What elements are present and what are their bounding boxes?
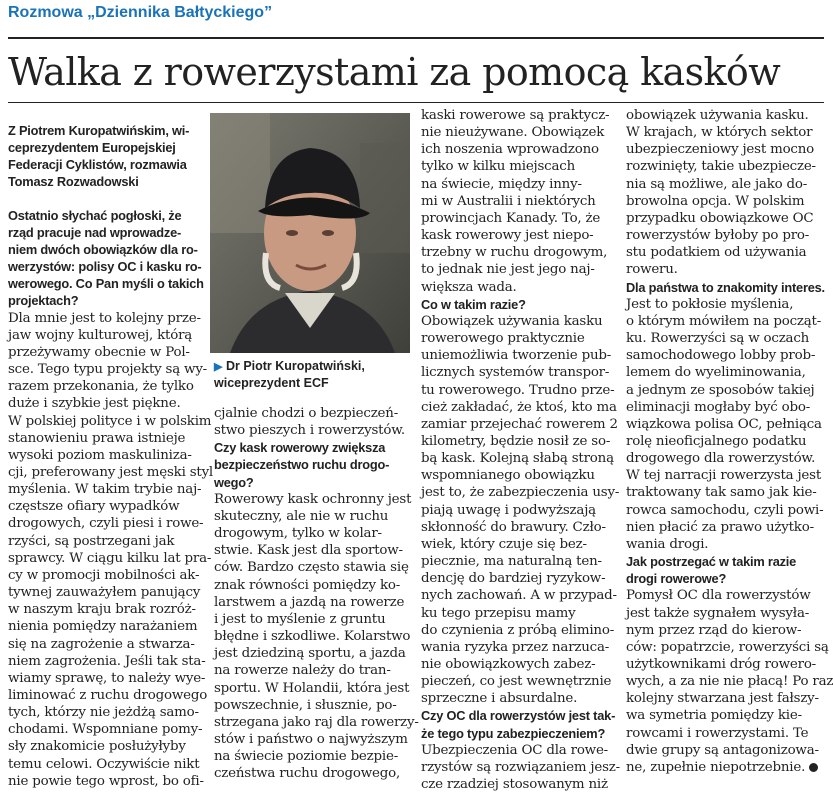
text-line: piają uwagę i podwyższają xyxy=(421,502,596,518)
text-line: ców: popatrzcie, rowerzyści są xyxy=(626,639,829,655)
text-line: sły znakomicie posłużyłyby xyxy=(8,739,186,755)
text-line: Jest to pokłosie myślenia, xyxy=(626,296,794,312)
caption-arrow-icon: ▶ xyxy=(214,361,223,373)
text-line: stwo pieszych i rowerzystów. xyxy=(214,423,405,439)
text-line: ku tego przepisu mamy xyxy=(421,605,576,621)
text-line: a jednym ze sposobów takiej xyxy=(626,382,815,398)
text-line: samochodowego lobby prob- xyxy=(626,348,816,364)
question-1 xyxy=(8,207,203,310)
text-line: w naszym kraju brak rozróż- xyxy=(8,602,196,618)
headline: Walka z rowerzystami za pomocą kasków xyxy=(8,50,781,94)
answer-4-continued xyxy=(626,107,826,279)
text-line: nie powie tego wprost, bo ofi- xyxy=(8,773,204,789)
text-line: cy w promocji mobilności ak- xyxy=(8,567,200,583)
text-line: drogowego dla rowerzystów. xyxy=(626,451,816,467)
text-line: stu podatkiem od używania xyxy=(626,245,807,261)
text-line: duże i szybkie jest piękne. xyxy=(8,396,181,412)
text-line: powszechnie, i słusznie, po- xyxy=(214,697,397,713)
text-line: kolejny stwarzana jest fałszy- xyxy=(626,691,819,707)
text-line: przeżywamy obecnie w Pol- xyxy=(8,344,190,360)
text-line: temu celowi. Oczywiście nikt xyxy=(8,756,200,772)
text-line: ceprezydentem Europejskiej xyxy=(8,140,176,156)
end-of-article-icon xyxy=(809,763,818,772)
text-line: o którym mówiłem na począt- xyxy=(626,313,822,329)
text-line: piecznie, ma naturalną ten- xyxy=(421,554,602,570)
text-line: cjalnie chodzi o bezpieczeń- xyxy=(214,406,399,421)
text-line: wspomnianego obowiązku xyxy=(421,468,595,484)
text-line: drogowych, czyli piesi i rowe- xyxy=(8,516,204,532)
text-line: roweru. xyxy=(626,262,678,278)
text-line: Co w takim razie? xyxy=(421,296,526,312)
text-line: W krajach, w których sektor xyxy=(626,125,813,141)
text-line: wysoki poziom maskuliniza- xyxy=(8,447,192,463)
text-line: rząd pracuje nad wprowadze- xyxy=(8,224,182,240)
text-line: nienia pomiędzy narażaniem xyxy=(8,619,198,635)
text-line: sprawcy. W ciągu kilku lat pra- xyxy=(8,550,212,566)
text-line: Ostatnio słychać pogłoski, że xyxy=(8,207,182,223)
text-line: mi w Australii i niektórych xyxy=(421,193,596,209)
answer-1 xyxy=(8,310,214,790)
text-line: bezpieczeństwo ruchu drogo- xyxy=(214,457,390,473)
headline-rule xyxy=(8,102,824,103)
portrait-illustration xyxy=(210,113,410,353)
text-line: cze rzadziej stosowanym niż xyxy=(421,777,608,793)
text-line: drogi rowerowe? xyxy=(626,571,727,587)
text-line: sprzeczne i absurdalne. xyxy=(421,691,578,707)
text-line: częstsze ofiary wypadków xyxy=(8,499,180,515)
text-line: wych, a za nie nie płacą! Po raz xyxy=(626,674,833,690)
text-line: ców. Bardzo często stawia się xyxy=(214,560,409,576)
text-line: Rowerowy kask ochronny jest xyxy=(214,491,412,507)
column-3 xyxy=(421,107,620,793)
text-line: rowca samochodu, czyli powi- xyxy=(626,502,824,518)
text-line: na rowerze należy do tran- xyxy=(214,663,391,679)
text-line: przypadku obowiązkowe OC xyxy=(626,210,814,226)
section-kicker: Rozmowa „Dziennika Bałtyckiego” xyxy=(8,4,273,21)
text-line: ich noszenia wprowadzono xyxy=(421,142,599,158)
text-line: wiązkowa polisa OC, pełniąca xyxy=(626,416,822,432)
text-line: nie nieużywane. Obowiązek xyxy=(421,125,605,141)
top-rule xyxy=(8,37,824,39)
text-line: tylko w kilku miejscach xyxy=(421,159,575,175)
text-line: wania ryzyka przez narzuca- xyxy=(421,639,610,655)
text-line: czeństwa ruchu drogowego, xyxy=(214,766,401,782)
text-line: na świecie, między inny- xyxy=(421,176,582,192)
text-line: Dla mnie jest to kolejny prze- xyxy=(8,310,201,326)
text-line: liminować z ruchu drogowego xyxy=(8,688,208,703)
text-line: razem przekonania, że tylko xyxy=(8,379,194,395)
question-3 xyxy=(421,296,617,313)
text-line: drogowym, tylko w kolar- xyxy=(214,526,382,542)
text-line: uniemożliwia tworzenie pub- xyxy=(421,348,612,364)
text-line: nien płacić za prawo użytko- xyxy=(626,519,814,535)
text-line: wego? xyxy=(214,474,254,490)
text-line: niem dwóch obowiązków dla ro- xyxy=(8,241,198,257)
text-line: jest dziedziną sportu, a jazda xyxy=(214,646,406,662)
text-line: Tomasz Rozwadowski xyxy=(8,174,139,190)
text-line: lemem do wyeliminowania, xyxy=(626,365,806,381)
answer-2 xyxy=(214,491,419,783)
text-line: chodami. Wspomniane pomy- xyxy=(8,722,203,738)
text-line: zamiar przejechać rowerem 2 xyxy=(421,416,618,432)
text-line: stów i państwo o najwyższym xyxy=(214,731,408,747)
caption-line-2: wiceprezydent ECF xyxy=(214,376,329,390)
text-line: to jednak nie jest jego naj- xyxy=(421,262,595,278)
text-line: dwie grupy są antagonizowa- xyxy=(626,742,819,758)
text-line: ne, zupełnie niepotrzebnie. xyxy=(626,759,826,776)
intro-byline xyxy=(8,122,203,191)
answer-2-continued xyxy=(421,107,617,296)
text-line: nie obowiązkowych zabez- xyxy=(421,657,596,672)
text-line: wiamy sprawę, to należy wye- xyxy=(8,670,206,686)
text-line: wiek, który czuje się bez- xyxy=(421,536,587,552)
portrait-photo xyxy=(210,113,410,353)
text-line: większa wada. xyxy=(421,279,517,295)
text-line: nych zachowań. A w przypad- xyxy=(421,588,617,604)
text-line: jest to, że zabezpieczenia usy- xyxy=(421,485,620,501)
text-line: Czy OC dla rowerzystów jest tak- xyxy=(421,708,616,724)
text-line: rzystów są rozwiązaniem jesz- xyxy=(421,759,620,775)
text-line: traktowany tak samo jak kie- xyxy=(626,485,817,501)
text-line: projektach? xyxy=(8,293,79,309)
text-line: jaw wojny kulturowej, którą xyxy=(8,327,193,343)
text-line: licznych systemów transpor- xyxy=(421,365,610,381)
text-line: Dla państwa to znakomity interes. xyxy=(626,279,825,295)
text-line: niem zagrożenia. Jeśli tak sta- xyxy=(8,653,206,669)
text-line: bą kask. Kolejną słabą stroną xyxy=(421,451,614,467)
text-line: Z Piotrem Kuropatwińskim, wi- xyxy=(8,123,190,138)
text-line: ubezpieczeniowy jest mocno xyxy=(626,142,815,158)
text-line: cież zakładać, że ktoś, kto ma xyxy=(421,399,617,415)
text-line: sportu. W Holandii, która jest xyxy=(214,680,410,696)
text-line: prowincjach Kanady. To, że xyxy=(421,210,601,226)
text-line: nia są możliwe, ale jako do- xyxy=(626,176,808,192)
text-line: browolna opcja. W polskim xyxy=(626,193,805,209)
photo-caption xyxy=(214,358,365,391)
text-line: do czynienia z próbą elimino- xyxy=(421,622,615,638)
text-line: znak równości pomiędzy ko- xyxy=(214,577,401,593)
text-line: strzegana jako raj dla rowerzy- xyxy=(214,714,419,730)
text-line: się na zagrożenie a stwarza- xyxy=(8,636,195,652)
text-line: Pomysł OC dla rowerzystów xyxy=(626,588,811,604)
text-line: kilometry, będzie nosił ze so- xyxy=(421,433,611,449)
text-line: rowerowego praktycznie xyxy=(421,331,585,347)
text-line: stanowieniu prawa istnieje xyxy=(8,430,186,446)
text-line: obowiązek używania kasku. xyxy=(626,108,809,123)
caption-line-1: Dr Piotr Kuropatwiński, xyxy=(225,359,365,373)
text-line: użytkownikami dróg rowero- xyxy=(626,657,817,672)
text-line: dencję do bardziej ryzykow- xyxy=(421,571,606,587)
answer-6 xyxy=(626,587,833,776)
text-line: wania drogi. xyxy=(626,536,709,552)
text-line: W tej narracji rowerzysta jest xyxy=(626,468,822,484)
answer-3 xyxy=(421,313,620,708)
column-4 xyxy=(626,107,833,776)
text-line: Jak postrzegać w takim razie xyxy=(626,554,797,570)
text-line: kask rowerowy jest niepo- xyxy=(421,228,594,244)
text-line: cji, preferowany jest męski styl xyxy=(8,464,214,480)
text-line: jest także sygnałem wysyła- xyxy=(626,605,810,621)
answer-4 xyxy=(421,742,620,793)
text-line: tu rowerowego. Trudno prze- xyxy=(421,382,615,398)
text-line: rolę nieoficjalnego podatku xyxy=(626,433,807,449)
text-line: eliminacji mogłaby być obo- xyxy=(626,399,811,415)
text-line: W polskiej polityce i w polskim xyxy=(8,413,212,429)
text-line: stwie. Kask jest dla sportow- xyxy=(214,543,403,559)
text-line: Federacji Cyklistów, rozmawia xyxy=(8,157,187,173)
text-line: i jest to myślenie z gruntu xyxy=(214,611,386,627)
text-line: trzebny w ruchu drogowym, xyxy=(421,245,608,261)
question-5 xyxy=(626,279,826,296)
answer-1-continued xyxy=(214,405,410,439)
text-line: rowcami i rowerzystami. Te xyxy=(626,725,809,741)
question-4 xyxy=(421,707,617,741)
text-line: werowego. Co Pan myśli o takich xyxy=(8,276,204,292)
text-line: werzystów: polisy OC i kasku ro- xyxy=(8,259,202,275)
text-line: rzyści, są postrzegani jak xyxy=(8,533,175,549)
text-line: ku. Rowerzyści są w oczach xyxy=(626,331,810,347)
text-line: wa symetria pomiędzy kie- xyxy=(626,708,802,724)
text-line: larstwem a jazdą na rowerze xyxy=(214,594,405,610)
text-line: że tego typu zabezpieczeniem? xyxy=(421,725,606,741)
text-line: Ubezpieczenia OC dla rowe- xyxy=(421,742,608,758)
column-1 xyxy=(8,122,214,790)
text-line: skłonność do brawury. Czło- xyxy=(421,519,606,535)
text-line: nym przez rząd do kierow- xyxy=(626,622,802,638)
text-line: sce. Tego typu projekty są wy- xyxy=(8,362,208,378)
text-line: błędne i szkodliwe. Kolarstwo xyxy=(214,629,411,645)
text-line: kaski rowerowe są praktycz- xyxy=(421,108,610,123)
column-2 xyxy=(214,405,419,782)
answer-5 xyxy=(626,296,826,553)
text-line: pieczeń, co jest wewnętrznie xyxy=(421,674,612,690)
text-line: rowerzystów byłoby po pro- xyxy=(626,228,810,244)
text-line: tywnej zauważyłem panujący xyxy=(8,585,201,601)
text-line: na świecie poziomie bezpie- xyxy=(214,749,399,765)
text-line: tych, którzy nie jeżdżą samo- xyxy=(8,705,199,721)
text-line: myślenia. W takim trybie naj- xyxy=(8,482,202,498)
question-2 xyxy=(214,439,410,490)
text-line: Obowiązek używania kasku xyxy=(421,313,603,329)
text-line: skuteczny, ale nie w ruchu xyxy=(214,508,389,524)
question-6 xyxy=(626,553,826,587)
text-line: rozwinięty, takie ubezpiecze- xyxy=(626,159,816,175)
text-line: Czy kask rowerowy zwiększa xyxy=(214,440,386,456)
